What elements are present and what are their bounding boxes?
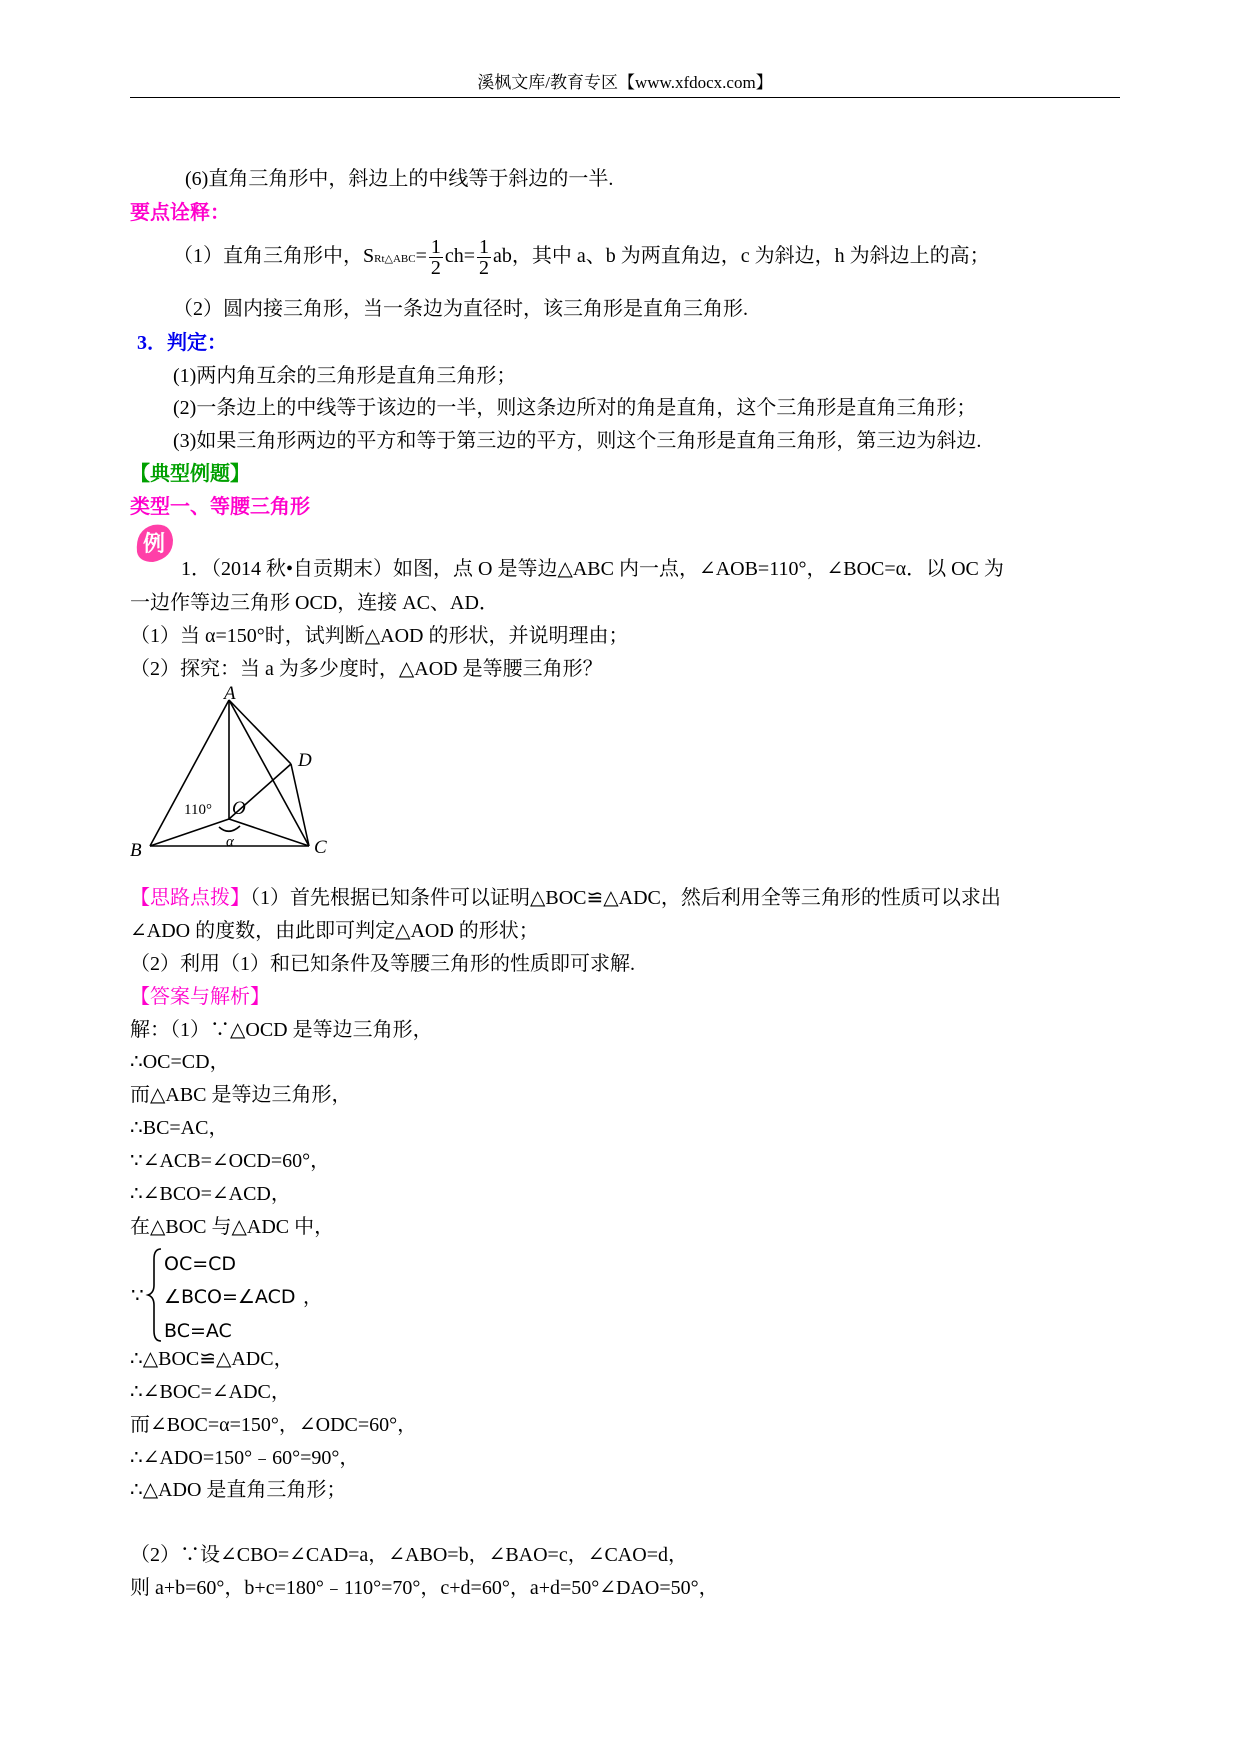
answer-line-4: ∴BC=AC， — [130, 1117, 229, 1139]
answer-line-1: 解：（1）∵△OCD 是等边三角形， — [130, 1019, 433, 1041]
hint-tag: 【思路点拨】 — [130, 887, 250, 909]
because-symbol: ∵ — [131, 1285, 144, 1307]
key-point-1-prefix: （1）直角三角形中，S — [173, 245, 375, 267]
answer-line-10: 而∠BOC=α=150°，∠ODC=60°， — [130, 1414, 418, 1436]
system-trailing-comma: ， — [303, 1286, 323, 1308]
fraction-denominator: 2 — [430, 256, 441, 279]
answer-line-8: ∴△BOC≌△ADC， — [130, 1348, 294, 1370]
fraction-one-half — [429, 237, 443, 278]
header-divider — [130, 97, 1120, 98]
examples-heading: 【典型例题】 — [130, 463, 250, 485]
system-row-3: BC=AC — [164, 1320, 232, 1342]
fraction-numerator-2: 1 — [479, 235, 490, 258]
badge-char: 例 — [142, 532, 166, 557]
equation-system — [131, 1245, 331, 1345]
segment-dc — [291, 764, 309, 846]
key-point-1-mid: ch= — [444, 245, 476, 267]
fraction-denominator-2: 2 — [479, 256, 490, 279]
fraction-numerator: 1 — [430, 235, 441, 258]
key-points-heading: 要点诠释： — [130, 202, 230, 224]
problem-line-1: 1．（2014 秋•自贡期末）如图，点 O 是等边△ABC 内一点，∠AOB=110°，∠BOC=α．以 OC 为 — [181, 558, 1004, 580]
answer-line-6: ∴∠BCO=∠ACD， — [130, 1183, 291, 1205]
determination-item-3: (3)如果三角形两边的平方和等于第三边的平方，则这个三角形是直角三角形，第三边为斜边. — [173, 430, 982, 452]
fraction-one-half-2 — [477, 237, 491, 278]
label-a: A — [224, 686, 236, 704]
label-c: C — [314, 837, 327, 858]
answer-line-3: 而△ABC 是等边三角形， — [130, 1084, 352, 1106]
question-2: （2）探究：当 a 为多少度时，△AOD 是等腰三角形？ — [130, 658, 603, 680]
triangle-diagram — [128, 686, 348, 858]
answer-line-11: ∴∠ADO=150°﹣60°=90°， — [130, 1447, 360, 1469]
left-brace — [148, 1249, 161, 1341]
triangle-figure — [128, 686, 348, 858]
hint-line-2: ∠ADO 的度数，由此即可判定△AOD 的形状； — [130, 920, 539, 942]
example-badge-svg — [133, 522, 175, 564]
example-badge-icon — [133, 522, 175, 564]
question-1: （1）当 α=150°时，试判断△AOD 的形状，并说明理由； — [130, 625, 629, 647]
item-6: (6)直角三角形中，斜边上的中线等于斜边的一半. — [185, 168, 614, 190]
hint-line-1 — [130, 886, 1001, 910]
label-b: B — [130, 840, 142, 858]
key-point-1 — [173, 233, 990, 282]
answer-line-2: ∴OC=CD， — [130, 1051, 230, 1073]
determination-item-2: (2)一条边上的中线等于该边的一半，则这条边所对的角是直角，这个三角形是直角三角形； — [173, 397, 977, 419]
answer-part2-line-2: 则 a+b=60°，b+c=180°﹣110°=70°，c+d=60°，a+d=50°∠DAO=50°， — [130, 1577, 719, 1599]
system-row-2: ∠BCO=∠ACD — [164, 1286, 296, 1308]
type-one-heading: 类型一、等腰三角形 — [130, 496, 310, 518]
problem-line-2: 一边作等边三角形 OCD，连接 AC、AD． — [130, 592, 499, 614]
segment-ab — [150, 700, 229, 846]
answer-line-7: 在△BOC 与△ADC 中， — [130, 1216, 335, 1238]
page-header: 溪枫文库/教育专区【www.xfdocx.com】 — [477, 73, 773, 92]
label-o: O — [232, 798, 246, 819]
segment-ad — [229, 700, 291, 764]
hint-line-3: （2）利用（1）和已知条件及等腰三角形的性质即可求解. — [130, 953, 635, 975]
key-point-1-suffix: ab，其中 a、b 为两直角边，c 为斜边，h 为斜边上的高； — [493, 245, 990, 267]
answer-line-9: ∴∠BOC=∠ADC， — [130, 1381, 291, 1403]
answer-part2-line-1: （2）∵设∠CBO=∠CAD=a，∠ABO=b，∠BAO=c，∠CAO=d， — [130, 1544, 688, 1566]
answer-line-5: ∵∠ACB=∠OCD=60°， — [130, 1150, 331, 1172]
hint-text-1: （1）首先根据已知条件可以证明△BOC≌△ADC，然后利用全等三角形的性质可以求出 — [250, 887, 1001, 909]
system-row-1: OC=CD — [164, 1253, 237, 1275]
label-alpha: α — [226, 834, 234, 850]
answer-line-12: ∴△ADO 是直角三角形； — [130, 1479, 347, 1501]
equals-sign: = — [415, 245, 427, 267]
determination-heading: 3．判定： — [137, 332, 227, 354]
alpha-arc — [219, 826, 240, 831]
determination-item-1: (1)两内角互余的三角形是直角三角形； — [173, 365, 517, 387]
key-point-2: （2）圆内接三角形，当一条边为直径时，该三角形是直角三角形. — [173, 298, 748, 320]
subscript-rt-abc: Rt△ABC — [374, 253, 416, 265]
brace-svg — [131, 1245, 331, 1345]
label-angle-110: 110° — [184, 802, 212, 818]
label-d: D — [298, 750, 312, 771]
segment-ac — [229, 700, 309, 846]
answer-tag: 【答案与解析】 — [130, 986, 270, 1008]
